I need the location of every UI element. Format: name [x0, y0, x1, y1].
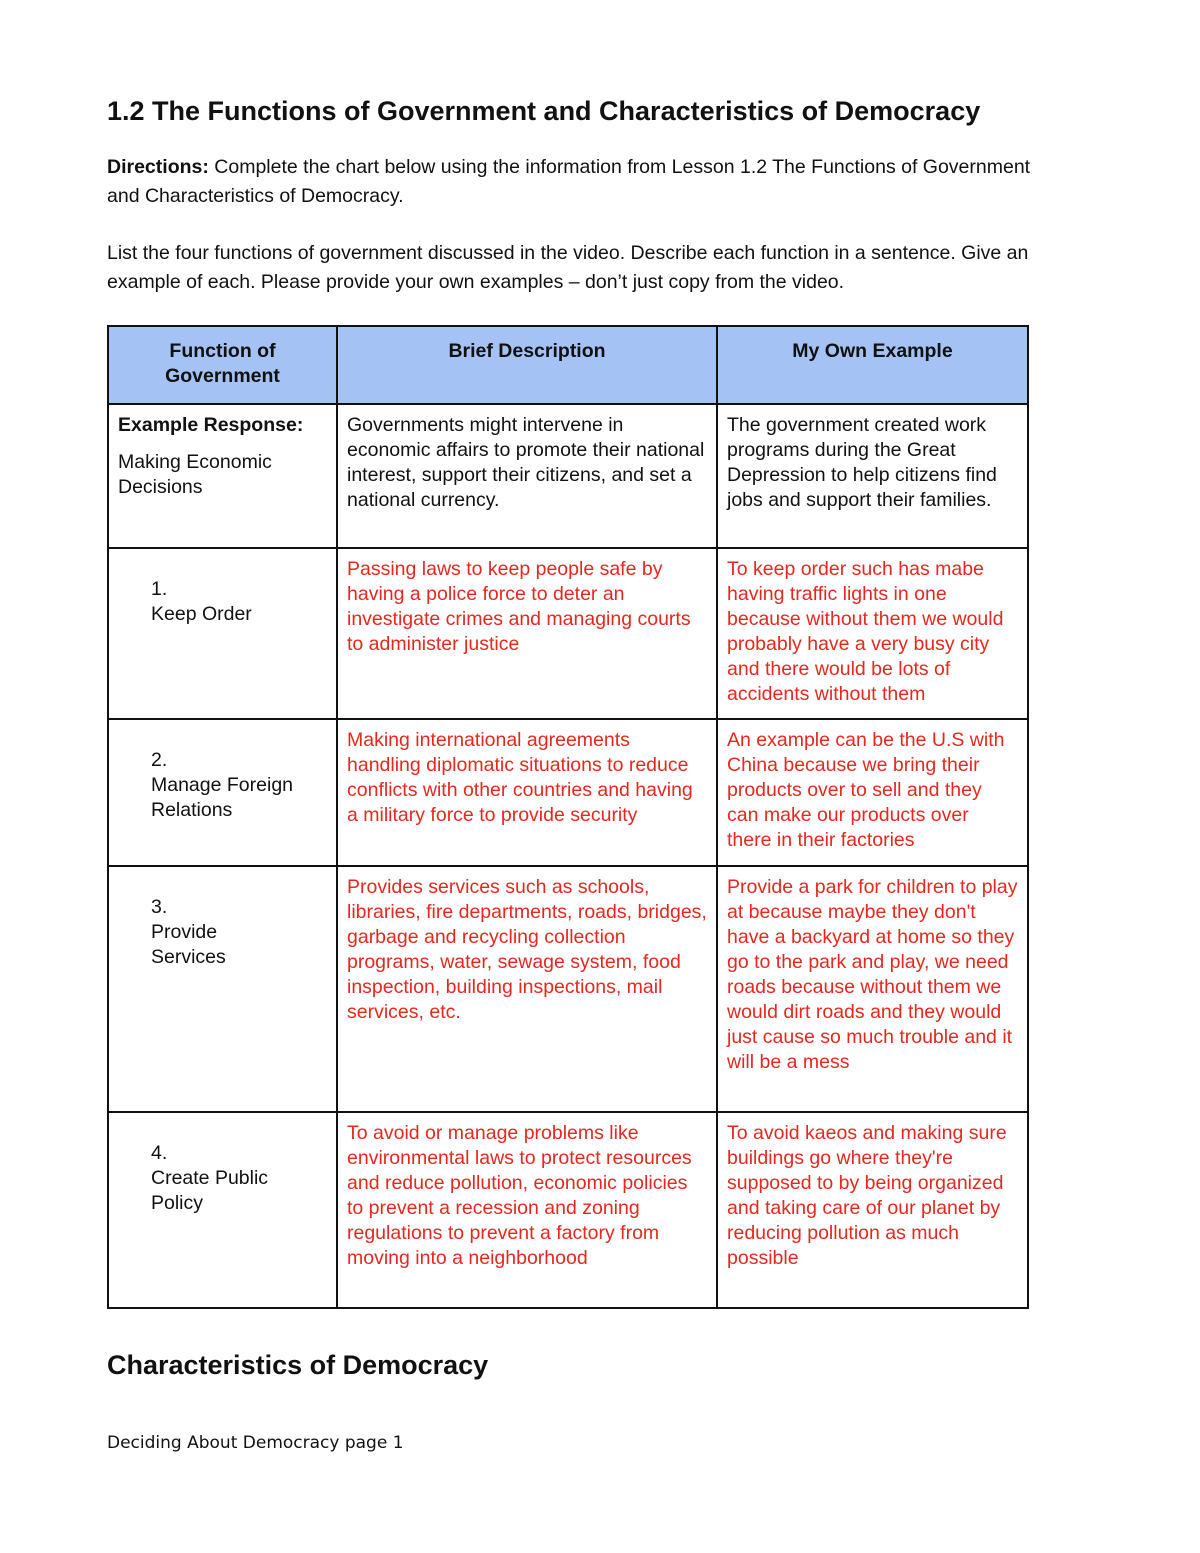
- example-function-cell: [108, 404, 337, 548]
- function-label: Create Public Policy: [151, 1167, 269, 1214]
- function-cell: [108, 719, 337, 866]
- function-label: Provide Services: [151, 921, 226, 968]
- function-cell: [108, 1112, 337, 1308]
- section-title: Characteristics of Democracy: [107, 1350, 489, 1380]
- function-number: 4.: [151, 1142, 168, 1164]
- directions-text: Complete the chart below using the information from Lesson 1.2 The Functions of Government and Characteristics of Democracy.: [107, 156, 1031, 207]
- description-cell: Provides services such as schools, libraries, fire departments, roads, bridges, garbage and recycling collection programs, water, sewage system, food inspection, building inspections, mail services, etc.: [337, 866, 717, 1112]
- functions-chart: [107, 325, 1029, 1309]
- page-footer: Deciding About Democracy page 1: [107, 1433, 404, 1453]
- example-cell: To avoid kaeos and making sure buildings go where they're supposed to by being organized and taking care of our planet by reducing pollution as much possible: [717, 1112, 1028, 1308]
- page-title: 1.2 The Functions of Government and Characteristics of Democracy: [107, 96, 981, 126]
- description-cell: To avoid or manage problems like environmental laws to protect resources and reduce pollution, economic policies to prevent a recession and zoning regulations to prevent a factory from moving into a neighborhood: [337, 1112, 717, 1308]
- table-row: [108, 866, 1028, 1112]
- header-example: My Own Example: [717, 326, 1028, 404]
- function-number: 2.: [151, 749, 168, 771]
- example-function-name: Making Economic Decisions: [118, 451, 272, 498]
- function-label: Manage Foreign Relations: [151, 774, 294, 821]
- function-label: Keep Order: [151, 603, 252, 625]
- example-example-cell: The government created work programs during the Great Depression to help citizens find jobs and support their families.: [717, 404, 1028, 548]
- directions-paragraph: [107, 153, 1057, 211]
- header-function: Function of Government: [108, 326, 337, 404]
- description-cell: Passing laws to keep people safe by having a police force to deter an investigate crimes and managing courts to administer justice: [337, 548, 717, 719]
- instructions-paragraph: List the four functions of government discussed in the video. Describe each function in a sentence. Give an example of each. Please provide your own examples – don’t just copy from the video.: [107, 242, 1029, 293]
- example-response-label: Example Response:: [118, 414, 304, 436]
- header-row: [108, 326, 1028, 404]
- example-cell: To keep order such has mabe having traffic lights in one because without them we would probably have a very busy city and there would be lots of accidents without them: [717, 548, 1028, 719]
- example-row: [108, 404, 1028, 548]
- example-description-cell: Governments might intervene in economic affairs to promote their national interest, support their citizens, and set a national currency.: [337, 404, 717, 548]
- function-number: 1.: [151, 578, 168, 600]
- example-cell: Provide a park for children to play at because maybe they don't have a backyard at home so they go to the park and play, we need roads because without them we would dirt roads and they would just cause so much trouble and it will be a mess: [717, 866, 1028, 1112]
- function-cell: [108, 548, 337, 719]
- table-row: [108, 719, 1028, 866]
- table-row: [108, 1112, 1028, 1308]
- function-number: 3.: [151, 896, 168, 918]
- header-description: Brief Description: [337, 326, 717, 404]
- example-cell: An example can be the U.S with China because we bring their products over to sell and they can make our products over there in their factories: [717, 719, 1028, 866]
- table-row: [108, 548, 1028, 719]
- description-cell: Making international agreements handling diplomatic situations to reduce conflicts with other countries and having a military force to provide security: [337, 719, 717, 866]
- directions-label: Directions:: [107, 156, 209, 178]
- function-cell: [108, 866, 337, 1112]
